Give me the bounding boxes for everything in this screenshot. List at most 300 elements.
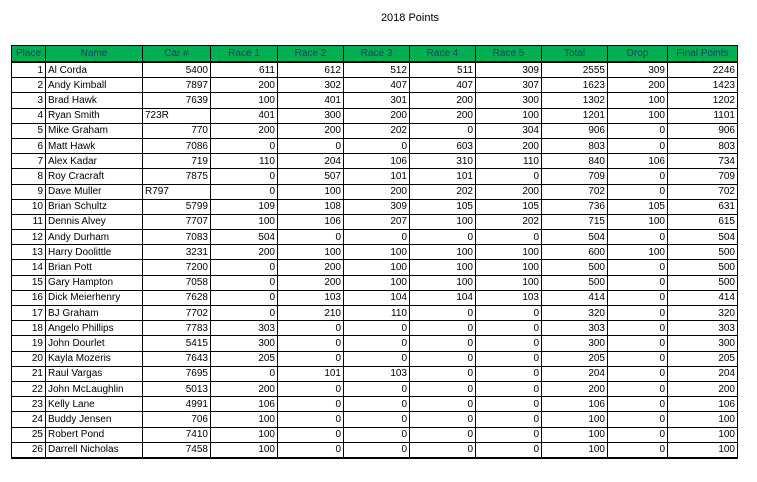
cell-final-points[interactable]: 1423: [668, 78, 738, 93]
cell-race-2[interactable]: 200: [278, 260, 344, 275]
cell-name[interactable]: Brad Hawk: [46, 93, 143, 108]
cell-race-3[interactable]: 0: [344, 381, 410, 396]
cell-final-points[interactable]: 500: [668, 245, 738, 260]
cell-race-2[interactable]: 0: [278, 397, 344, 412]
table-row[interactable]: [12, 154, 738, 169]
cell-final-points[interactable]: 500: [668, 260, 738, 275]
cell-race-1[interactable]: 200: [211, 123, 278, 138]
cell-drop[interactable]: 309: [608, 62, 668, 78]
cell-name[interactable]: Dennis Alvey: [46, 214, 143, 229]
cell-race-3[interactable]: 0: [344, 321, 410, 336]
table-row[interactable]: [12, 336, 738, 351]
cell-race-2[interactable]: 103: [278, 290, 344, 305]
cell-final-points[interactable]: 320: [668, 306, 738, 321]
cell-race-4[interactable]: 0: [410, 230, 476, 245]
table-row[interactable]: [12, 442, 738, 458]
cell-car[interactable]: 7707: [143, 214, 211, 229]
cell-race-1[interactable]: 109: [211, 199, 278, 214]
cell-race-2[interactable]: 200: [278, 275, 344, 290]
cell-drop[interactable]: 0: [608, 397, 668, 412]
cell-race-1[interactable]: 0: [211, 260, 278, 275]
cell-name[interactable]: John Dourlet: [46, 336, 143, 351]
cell-car[interactable]: 770: [143, 123, 211, 138]
cell-race-2[interactable]: 507: [278, 169, 344, 184]
cell-race-2[interactable]: 0: [278, 230, 344, 245]
cell-total[interactable]: 504: [542, 230, 608, 245]
cell-place[interactable]: 8: [12, 169, 46, 184]
cell-race-5[interactable]: 200: [476, 184, 542, 199]
cell-race-3[interactable]: 100: [344, 245, 410, 260]
cell-race-3[interactable]: 101: [344, 169, 410, 184]
cell-name[interactable]: Gary Hampton: [46, 275, 143, 290]
cell-race-5[interactable]: 0: [476, 321, 542, 336]
cell-car[interactable]: 7086: [143, 138, 211, 153]
cell-race-2[interactable]: 0: [278, 442, 344, 458]
cell-final-points[interactable]: 300: [668, 336, 738, 351]
cell-race-5[interactable]: 0: [476, 397, 542, 412]
cell-total[interactable]: 2555: [542, 62, 608, 78]
cell-total[interactable]: 906: [542, 123, 608, 138]
cell-car[interactable]: 3231: [143, 245, 211, 260]
cell-race-3[interactable]: 407: [344, 78, 410, 93]
cell-race-4[interactable]: 407: [410, 78, 476, 93]
cell-race-4[interactable]: 101: [410, 169, 476, 184]
cell-race-1[interactable]: 504: [211, 230, 278, 245]
cell-car[interactable]: 5415: [143, 336, 211, 351]
cell-drop[interactable]: 105: [608, 199, 668, 214]
cell-race-4[interactable]: 200: [410, 93, 476, 108]
cell-total[interactable]: 1623: [542, 78, 608, 93]
cell-drop[interactable]: 0: [608, 321, 668, 336]
cell-race-2[interactable]: 0: [278, 427, 344, 442]
cell-drop[interactable]: 100: [608, 214, 668, 229]
cell-total[interactable]: 200: [542, 381, 608, 396]
cell-total[interactable]: 600: [542, 245, 608, 260]
cell-place[interactable]: 19: [12, 336, 46, 351]
table-row[interactable]: [12, 123, 738, 138]
cell-name[interactable]: Kayla Mozeris: [46, 351, 143, 366]
cell-race-1[interactable]: 0: [211, 275, 278, 290]
cell-name[interactable]: Matt Hawk: [46, 138, 143, 153]
cell-name[interactable]: Al Corda: [46, 62, 143, 78]
cell-drop[interactable]: 0: [608, 351, 668, 366]
cell-place[interactable]: 25: [12, 427, 46, 442]
table-row[interactable]: [12, 230, 738, 245]
table-row[interactable]: [12, 108, 738, 123]
cell-race-4[interactable]: 0: [410, 306, 476, 321]
cell-total[interactable]: 709: [542, 169, 608, 184]
cell-race-3[interactable]: 106: [344, 154, 410, 169]
cell-name[interactable]: Roy Cracraft: [46, 169, 143, 184]
table-row[interactable]: [12, 78, 738, 93]
cell-race-4[interactable]: 104: [410, 290, 476, 305]
cell-name[interactable]: Buddy Jensen: [46, 412, 143, 427]
cell-car[interactable]: 719: [143, 154, 211, 169]
cell-race-2[interactable]: 0: [278, 381, 344, 396]
cell-name[interactable]: Kelly Lane: [46, 397, 143, 412]
cell-name[interactable]: Robert Pond: [46, 427, 143, 442]
cell-total[interactable]: 736: [542, 199, 608, 214]
cell-race-2[interactable]: 200: [278, 123, 344, 138]
cell-total[interactable]: 100: [542, 427, 608, 442]
cell-race-4[interactable]: 105: [410, 199, 476, 214]
cell-name[interactable]: BJ Graham: [46, 306, 143, 321]
cell-race-1[interactable]: 303: [211, 321, 278, 336]
cell-race-3[interactable]: 0: [344, 138, 410, 153]
cell-car[interactable]: 7875: [143, 169, 211, 184]
cell-car[interactable]: 7200: [143, 260, 211, 275]
cell-race-5[interactable]: 0: [476, 351, 542, 366]
cell-race-5[interactable]: 300: [476, 93, 542, 108]
cell-drop[interactable]: 0: [608, 366, 668, 381]
cell-place[interactable]: 17: [12, 306, 46, 321]
table-row[interactable]: [12, 62, 738, 78]
cell-drop[interactable]: 0: [608, 138, 668, 153]
cell-final-points[interactable]: 615: [668, 214, 738, 229]
cell-car[interactable]: 7643: [143, 351, 211, 366]
table-row[interactable]: [12, 351, 738, 366]
cell-drop[interactable]: 106: [608, 154, 668, 169]
cell-race-5[interactable]: 100: [476, 245, 542, 260]
cell-name[interactable]: Harry Doolittle: [46, 245, 143, 260]
cell-place[interactable]: 18: [12, 321, 46, 336]
table-row[interactable]: [12, 199, 738, 214]
cell-race-5[interactable]: 110: [476, 154, 542, 169]
cell-car[interactable]: 7628: [143, 290, 211, 305]
cell-final-points[interactable]: 205: [668, 351, 738, 366]
cell-final-points[interactable]: 414: [668, 290, 738, 305]
cell-race-3[interactable]: 309: [344, 199, 410, 214]
cell-race-2[interactable]: 612: [278, 62, 344, 78]
cell-name[interactable]: Ryan Smith: [46, 108, 143, 123]
cell-final-points[interactable]: 100: [668, 412, 738, 427]
cell-place[interactable]: 16: [12, 290, 46, 305]
cell-race-1[interactable]: 0: [211, 138, 278, 153]
cell-race-4[interactable]: 0: [410, 381, 476, 396]
cell-total[interactable]: 803: [542, 138, 608, 153]
cell-place[interactable]: 10: [12, 199, 46, 214]
cell-drop[interactable]: 0: [608, 260, 668, 275]
cell-race-4[interactable]: 0: [410, 397, 476, 412]
cell-race-1[interactable]: 100: [211, 93, 278, 108]
cell-race-5[interactable]: 304: [476, 123, 542, 138]
cell-race-2[interactable]: 210: [278, 306, 344, 321]
cell-race-3[interactable]: 301: [344, 93, 410, 108]
cell-drop[interactable]: 100: [608, 108, 668, 123]
table-row[interactable]: [12, 275, 738, 290]
cell-race-1[interactable]: 200: [211, 381, 278, 396]
cell-race-4[interactable]: 0: [410, 351, 476, 366]
cell-car[interactable]: 7083: [143, 230, 211, 245]
cell-place[interactable]: 13: [12, 245, 46, 260]
cell-final-points[interactable]: 106: [668, 397, 738, 412]
cell-race-5[interactable]: 200: [476, 138, 542, 153]
cell-race-4[interactable]: 310: [410, 154, 476, 169]
table-row[interactable]: [12, 169, 738, 184]
cell-car[interactable]: 7783: [143, 321, 211, 336]
cell-total[interactable]: 715: [542, 214, 608, 229]
cell-drop[interactable]: 0: [608, 275, 668, 290]
cell-race-1[interactable]: 100: [211, 442, 278, 458]
cell-drop[interactable]: 0: [608, 306, 668, 321]
cell-name[interactable]: Dave Muller: [46, 184, 143, 199]
cell-name[interactable]: Andy Kimball: [46, 78, 143, 93]
cell-race-1[interactable]: 0: [211, 169, 278, 184]
cell-car[interactable]: 7639: [143, 93, 211, 108]
cell-race-4[interactable]: 0: [410, 366, 476, 381]
cell-race-2[interactable]: 0: [278, 138, 344, 153]
cell-race-3[interactable]: 0: [344, 397, 410, 412]
cell-total[interactable]: 300: [542, 336, 608, 351]
cell-total[interactable]: 303: [542, 321, 608, 336]
cell-drop[interactable]: 100: [608, 245, 668, 260]
cell-race-1[interactable]: 300: [211, 336, 278, 351]
table-row[interactable]: [12, 381, 738, 396]
cell-race-4[interactable]: 0: [410, 412, 476, 427]
cell-race-3[interactable]: 103: [344, 366, 410, 381]
cell-race-3[interactable]: 202: [344, 123, 410, 138]
cell-place[interactable]: 9: [12, 184, 46, 199]
cell-place[interactable]: 12: [12, 230, 46, 245]
cell-car[interactable]: 723R: [143, 108, 211, 123]
cell-race-4[interactable]: 100: [410, 260, 476, 275]
cell-race-5[interactable]: 103: [476, 290, 542, 305]
cell-race-4[interactable]: 100: [410, 275, 476, 290]
table-row[interactable]: [12, 412, 738, 427]
cell-total[interactable]: 205: [542, 351, 608, 366]
cell-race-1[interactable]: 110: [211, 154, 278, 169]
cell-race-2[interactable]: 300: [278, 108, 344, 123]
cell-drop[interactable]: 0: [608, 169, 668, 184]
cell-race-5[interactable]: 0: [476, 336, 542, 351]
cell-race-2[interactable]: 204: [278, 154, 344, 169]
cell-place[interactable]: 24: [12, 412, 46, 427]
cell-race-3[interactable]: 0: [344, 427, 410, 442]
cell-total[interactable]: 100: [542, 442, 608, 458]
cell-race-1[interactable]: 205: [211, 351, 278, 366]
cell-total[interactable]: 840: [542, 154, 608, 169]
cell-final-points[interactable]: 631: [668, 199, 738, 214]
cell-race-2[interactable]: 0: [278, 321, 344, 336]
cell-race-4[interactable]: 202: [410, 184, 476, 199]
cell-car[interactable]: 7058: [143, 275, 211, 290]
cell-car[interactable]: 5013: [143, 381, 211, 396]
cell-name[interactable]: Darrell Nicholas: [46, 442, 143, 458]
cell-race-3[interactable]: 0: [344, 336, 410, 351]
cell-final-points[interactable]: 500: [668, 275, 738, 290]
cell-race-3[interactable]: 100: [344, 260, 410, 275]
table-row[interactable]: [12, 184, 738, 199]
cell-final-points[interactable]: 1202: [668, 93, 738, 108]
cell-race-2[interactable]: 100: [278, 184, 344, 199]
cell-total[interactable]: 100: [542, 412, 608, 427]
cell-race-3[interactable]: 110: [344, 306, 410, 321]
cell-total[interactable]: 500: [542, 275, 608, 290]
cell-place[interactable]: 11: [12, 214, 46, 229]
cell-final-points[interactable]: 504: [668, 230, 738, 245]
cell-drop[interactable]: 100: [608, 93, 668, 108]
cell-drop[interactable]: 0: [608, 230, 668, 245]
cell-race-5[interactable]: 0: [476, 306, 542, 321]
cell-race-1[interactable]: 611: [211, 62, 278, 78]
cell-race-5[interactable]: 0: [476, 381, 542, 396]
cell-race-4[interactable]: 100: [410, 245, 476, 260]
cell-car[interactable]: 7410: [143, 427, 211, 442]
cell-race-3[interactable]: 512: [344, 62, 410, 78]
cell-total[interactable]: 106: [542, 397, 608, 412]
cell-race-5[interactable]: 0: [476, 169, 542, 184]
table-row[interactable]: [12, 260, 738, 275]
table-row[interactable]: [12, 427, 738, 442]
table-row[interactable]: [12, 290, 738, 305]
cell-place[interactable]: 15: [12, 275, 46, 290]
table-row[interactable]: [12, 397, 738, 412]
cell-race-4[interactable]: 0: [410, 427, 476, 442]
table-row[interactable]: [12, 214, 738, 229]
cell-final-points[interactable]: 303: [668, 321, 738, 336]
cell-race-5[interactable]: 100: [476, 275, 542, 290]
cell-name[interactable]: John McLaughlin: [46, 381, 143, 396]
cell-race-4[interactable]: 511: [410, 62, 476, 78]
table-row[interactable]: [12, 306, 738, 321]
cell-final-points[interactable]: 100: [668, 427, 738, 442]
cell-race-5[interactable]: 100: [476, 108, 542, 123]
cell-race-3[interactable]: 104: [344, 290, 410, 305]
cell-race-5[interactable]: 0: [476, 230, 542, 245]
cell-race-1[interactable]: 100: [211, 214, 278, 229]
cell-place[interactable]: 20: [12, 351, 46, 366]
cell-race-1[interactable]: 401: [211, 108, 278, 123]
cell-final-points[interactable]: 1101: [668, 108, 738, 123]
cell-name[interactable]: Dick Meierhenry: [46, 290, 143, 305]
cell-car[interactable]: 5799: [143, 199, 211, 214]
cell-total[interactable]: 702: [542, 184, 608, 199]
cell-race-5[interactable]: 100: [476, 260, 542, 275]
cell-place[interactable]: 5: [12, 123, 46, 138]
cell-total[interactable]: 1201: [542, 108, 608, 123]
cell-place[interactable]: 2: [12, 78, 46, 93]
cell-race-2[interactable]: 0: [278, 336, 344, 351]
table-row[interactable]: [12, 93, 738, 108]
cell-place[interactable]: 21: [12, 366, 46, 381]
cell-drop[interactable]: 0: [608, 336, 668, 351]
cell-race-2[interactable]: 100: [278, 245, 344, 260]
cell-race-2[interactable]: 0: [278, 412, 344, 427]
table-row[interactable]: [12, 366, 738, 381]
cell-race-3[interactable]: 100: [344, 275, 410, 290]
cell-final-points[interactable]: 734: [668, 154, 738, 169]
cell-car[interactable]: 7695: [143, 366, 211, 381]
cell-race-5[interactable]: 0: [476, 366, 542, 381]
cell-race-4[interactable]: 0: [410, 336, 476, 351]
cell-place[interactable]: 14: [12, 260, 46, 275]
cell-final-points[interactable]: 200: [668, 381, 738, 396]
cell-total[interactable]: 204: [542, 366, 608, 381]
cell-race-1[interactable]: 0: [211, 306, 278, 321]
cell-race-4[interactable]: 100: [410, 214, 476, 229]
cell-name[interactable]: Raul Vargas: [46, 366, 143, 381]
table-row[interactable]: [12, 245, 738, 260]
cell-race-3[interactable]: 200: [344, 184, 410, 199]
cell-car[interactable]: 7702: [143, 306, 211, 321]
cell-car[interactable]: 4991: [143, 397, 211, 412]
cell-race-1[interactable]: 200: [211, 78, 278, 93]
cell-place[interactable]: 22: [12, 381, 46, 396]
cell-final-points[interactable]: 709: [668, 169, 738, 184]
cell-race-5[interactable]: 309: [476, 62, 542, 78]
cell-race-1[interactable]: 0: [211, 366, 278, 381]
cell-drop[interactable]: 0: [608, 290, 668, 305]
cell-race-3[interactable]: 0: [344, 351, 410, 366]
cell-name[interactable]: Alex Kadar: [46, 154, 143, 169]
table-row[interactable]: [12, 138, 738, 153]
cell-drop[interactable]: 0: [608, 442, 668, 458]
cell-race-1[interactable]: 106: [211, 397, 278, 412]
cell-car[interactable]: 706: [143, 412, 211, 427]
cell-race-4[interactable]: 0: [410, 123, 476, 138]
cell-place[interactable]: 23: [12, 397, 46, 412]
cell-final-points[interactable]: 803: [668, 138, 738, 153]
cell-place[interactable]: 6: [12, 138, 46, 153]
cell-race-2[interactable]: 108: [278, 199, 344, 214]
cell-race-4[interactable]: 0: [410, 442, 476, 458]
cell-place[interactable]: 4: [12, 108, 46, 123]
cell-race-5[interactable]: 0: [476, 412, 542, 427]
table-row[interactable]: [12, 321, 738, 336]
cell-race-2[interactable]: 401: [278, 93, 344, 108]
cell-name[interactable]: Brian Pott: [46, 260, 143, 275]
cell-place[interactable]: 3: [12, 93, 46, 108]
cell-race-1[interactable]: 100: [211, 412, 278, 427]
cell-race-1[interactable]: 100: [211, 427, 278, 442]
cell-race-3[interactable]: 0: [344, 442, 410, 458]
cell-name[interactable]: Mike Graham: [46, 123, 143, 138]
cell-race-1[interactable]: 0: [211, 184, 278, 199]
cell-race-2[interactable]: 302: [278, 78, 344, 93]
cell-final-points[interactable]: 906: [668, 123, 738, 138]
cell-place[interactable]: 1: [12, 62, 46, 78]
cell-place[interactable]: 7: [12, 154, 46, 169]
cell-drop[interactable]: 0: [608, 427, 668, 442]
cell-name[interactable]: Brian Schultz: [46, 199, 143, 214]
cell-race-2[interactable]: 106: [278, 214, 344, 229]
cell-race-3[interactable]: 200: [344, 108, 410, 123]
cell-race-1[interactable]: 200: [211, 245, 278, 260]
cell-total[interactable]: 414: [542, 290, 608, 305]
cell-race-3[interactable]: 207: [344, 214, 410, 229]
cell-race-2[interactable]: 0: [278, 351, 344, 366]
cell-race-4[interactable]: 603: [410, 138, 476, 153]
cell-car[interactable]: 7458: [143, 442, 211, 458]
cell-drop[interactable]: 0: [608, 412, 668, 427]
cell-final-points[interactable]: 204: [668, 366, 738, 381]
cell-total[interactable]: 320: [542, 306, 608, 321]
cell-final-points[interactable]: 2246: [668, 62, 738, 78]
cell-name[interactable]: Andy Durham: [46, 230, 143, 245]
cell-final-points[interactable]: 100: [668, 442, 738, 458]
cell-car[interactable]: 5400: [143, 62, 211, 78]
cell-car[interactable]: 7897: [143, 78, 211, 93]
cell-drop[interactable]: 0: [608, 123, 668, 138]
cell-total[interactable]: 500: [542, 260, 608, 275]
cell-final-points[interactable]: 702: [668, 184, 738, 199]
cell-car[interactable]: R797: [143, 184, 211, 199]
cell-drop[interactable]: 0: [608, 184, 668, 199]
cell-race-4[interactable]: 0: [410, 321, 476, 336]
cell-race-5[interactable]: 105: [476, 199, 542, 214]
cell-name[interactable]: Angelo Phillips: [46, 321, 143, 336]
cell-race-2[interactable]: 101: [278, 366, 344, 381]
